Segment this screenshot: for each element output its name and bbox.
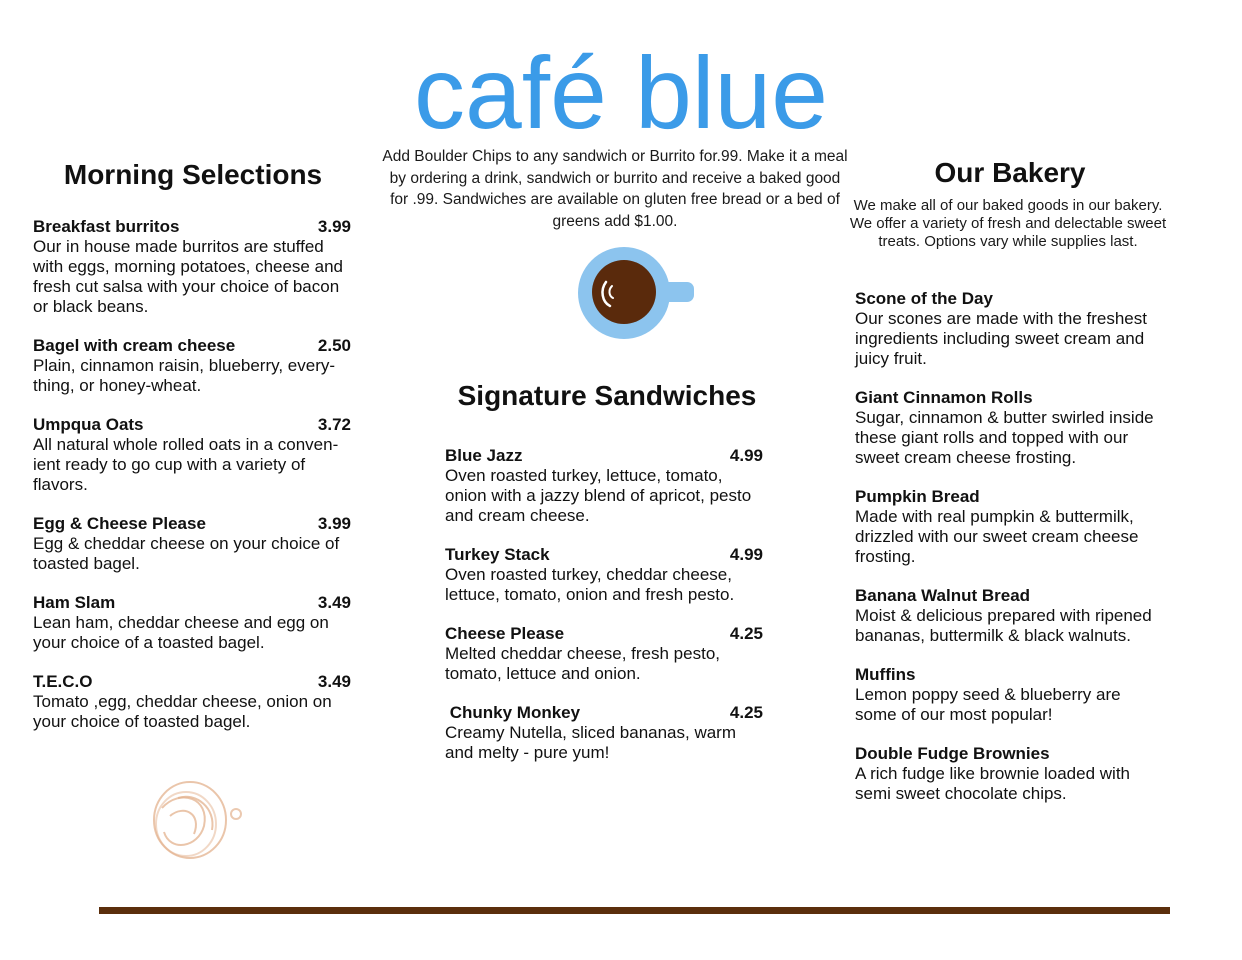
menu-item-name: Banana Walnut Bread <box>855 586 1031 605</box>
bakery-description: We make all of our baked goods in our bakery. We offer a variety of fresh and delectable sweet treats. Options vary while supplies last. <box>849 197 1167 250</box>
menu-item-name: Turkey Stack <box>445 545 550 564</box>
menu-item-header <box>855 586 1165 606</box>
morning-items-list <box>33 217 351 732</box>
menu-item-header <box>33 514 351 534</box>
menu-item-header <box>855 744 1165 764</box>
brand-title: café blue <box>414 36 828 150</box>
morning-selections-title: Morning Selections <box>63 159 323 190</box>
menu-item-name: Chunky Monkey <box>445 703 581 722</box>
menu-item <box>855 665 1165 725</box>
menu-item-description: Egg & cheddar cheese on your choice of toasted bagel. <box>33 534 340 573</box>
menu-item <box>445 624 763 684</box>
menu-item-name: Bagel with cream cheese <box>33 336 236 355</box>
menu-item-header <box>445 703 763 723</box>
menu-item-description: Plain, cinnamon raisin, blueberry, every-thing, or honey-wheat. <box>33 356 336 395</box>
menu-item-price: 4.99 <box>729 446 763 465</box>
menu-item-header <box>445 624 763 644</box>
menu-item-header <box>33 415 351 435</box>
sandwich-items-list <box>445 446 763 763</box>
menu-item-price: 4.25 <box>729 624 763 643</box>
menu-item-name: Egg & Cheese Please <box>33 514 206 533</box>
coffee-stain-icon <box>140 768 250 878</box>
menu-item <box>33 415 351 495</box>
menu-item <box>445 545 763 605</box>
menu-item <box>33 217 351 317</box>
menu-item-name: Pumpkin Bread <box>855 487 980 506</box>
menu-item <box>33 514 351 574</box>
menu-item-name: Scone of the Day <box>855 289 993 308</box>
menu-item-description: Moist & delicious prepared with ripened bananas, buttermilk & black walnuts. <box>855 606 1152 645</box>
menu-item-price: 3.49 <box>317 672 351 691</box>
menu-item <box>855 388 1165 468</box>
menu-item-header <box>855 487 1165 507</box>
menu-item-description: Sugar, cinnamon & butter swirled inside these giant rolls and topped with our sweet cream cheese frosting. <box>855 408 1154 467</box>
menu-item-header <box>445 545 763 565</box>
menu-item-description: All natural whole rolled oats in a conven-ient ready to go cup with a variety of flavors. <box>33 435 339 494</box>
menu-item <box>855 487 1165 567</box>
menu-item-price: 3.49 <box>317 593 351 612</box>
menu-item-header <box>855 388 1165 408</box>
menu-item-name: Ham Slam <box>33 593 116 612</box>
bakery-items-list <box>855 289 1165 804</box>
menu-item-description: Oven roasted turkey, lettuce, tomato, onion with a jazzy blend of apricot, pesto and cream cheese. <box>445 466 752 525</box>
menu-item-header <box>855 289 1165 309</box>
menu-item-description: Melted cheddar cheese, fresh pesto, tomato, lettuce and onion. <box>445 644 720 683</box>
menu-item <box>855 744 1165 804</box>
menu-item-name: Giant Cinnamon Rolls <box>855 388 1033 407</box>
signature-sandwiches-section <box>445 376 763 782</box>
menu-item <box>445 703 763 763</box>
menu-item-description: Lemon poppy seed & blueberry are some of our most popular! <box>855 685 1121 724</box>
menu-item <box>33 593 351 653</box>
menu-item-description: Creamy Nutella, sliced bananas, warm and melty - pure yum! <box>445 723 737 762</box>
menu-item-price: 3.99 <box>317 514 351 533</box>
bakery-title: Our Bakery <box>934 157 1086 188</box>
menu-item-header <box>855 665 1165 685</box>
menu-item-header <box>445 446 763 466</box>
morning-selections-section <box>33 155 351 751</box>
menu-item-name: Umpqua Oats <box>33 415 144 434</box>
menu-item-name: Double Fudge Brownies <box>855 744 1050 763</box>
menu-item-price: 3.72 <box>317 415 351 434</box>
menu-item-header <box>33 593 351 613</box>
coffee-cup-icon <box>578 246 696 340</box>
menu-item-description: Lean ham, cheddar cheese and egg on your choice of a toasted bagel. <box>33 613 329 652</box>
bakery-section <box>849 153 1167 823</box>
menu-item-name: Muffins <box>855 665 916 684</box>
signature-sandwiches-title: Signature Sandwiches <box>457 380 757 411</box>
menu-item-name: Blue Jazz <box>445 446 523 465</box>
menu-item-description: Our scones are made with the freshest ingredients including sweet cream and juicy fruit. <box>855 309 1147 368</box>
menu-item-name: T.E.C.O <box>33 672 93 691</box>
menu-item-description: Oven roasted turkey, cheddar cheese, lettuce, tomato, onion and fresh pesto. <box>445 565 735 604</box>
menu-item-header <box>33 336 351 356</box>
menu-item-description: Tomato ,egg, cheddar cheese, onion on your choice of toasted bagel. <box>33 692 332 731</box>
menu-item-description: Made with real pumpkin & buttermilk, drizzled with our sweet cream cheese frosting. <box>855 507 1139 566</box>
menu-item <box>445 446 763 526</box>
menu-item <box>855 586 1165 646</box>
menu-item-name: Cheese Please <box>445 624 565 643</box>
menu-item-price: 4.25 <box>729 703 763 722</box>
footer-rule <box>99 907 1170 914</box>
menu-item-price: 2.50 <box>317 336 351 355</box>
menu-item-description: Our in house made burritos are stuffed with eggs, morning potatoes, cheese and fresh cut salsa with your choice of bacon or black beans. <box>33 237 343 316</box>
menu-item-price: 4.99 <box>729 545 763 564</box>
menu-item-header <box>33 217 351 237</box>
menu-item-description: A rich fudge like brownie loaded with semi sweet chocolate chips. <box>855 764 1130 803</box>
menu-item <box>855 289 1165 369</box>
menu-item <box>33 672 351 732</box>
menu-item-name: Breakfast burritos <box>33 217 180 236</box>
menu-item-header <box>33 672 351 692</box>
menu-item-price: 3.99 <box>317 217 351 236</box>
intro-text: Add Boulder Chips to any sandwich or Burrito for.99. Make it a meal by ordering a drink, sandwich or burrito and receive a baked good for .99. Sandwiches are available on gluten free bread or a bed of greens add $1.00. <box>382 148 848 230</box>
menu-item <box>33 336 351 396</box>
